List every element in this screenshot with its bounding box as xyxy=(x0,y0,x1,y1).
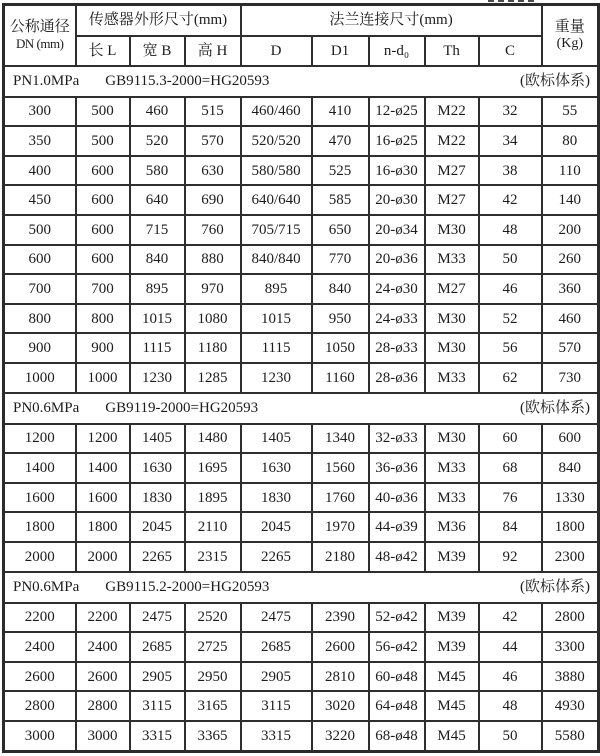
cell: M39 xyxy=(425,542,479,572)
cell: 2000 xyxy=(4,542,76,572)
column-header-3: 高 H xyxy=(185,36,241,66)
section-pressure-rating: PN1.0MPa xyxy=(13,73,80,89)
cell: 2600 xyxy=(4,662,76,692)
cell: 2200 xyxy=(76,603,130,633)
cell: 700 xyxy=(4,274,76,304)
cell: 92 xyxy=(479,542,542,572)
cell: 1015 xyxy=(130,304,185,334)
column-header-8: C xyxy=(479,36,542,66)
cell: M36 xyxy=(425,512,479,542)
cell: 570 xyxy=(185,126,241,156)
section-pressure-rating: PN0.6MPa xyxy=(13,579,80,596)
cell: 770 xyxy=(312,245,369,275)
table-row-dn-900 xyxy=(4,333,599,363)
cell: 2000 xyxy=(76,542,130,572)
cell: 1200 xyxy=(4,424,76,454)
table-row-dn-800 xyxy=(4,304,599,334)
cell: 3315 xyxy=(241,721,312,751)
cell: 64-ø48 xyxy=(369,691,425,721)
cell: 640/640 xyxy=(241,185,312,215)
header-weight-title: 重量 xyxy=(554,18,585,35)
header-sensor-dimensions-group: 传感器外形尺寸(mm) xyxy=(76,5,241,36)
header-weight xyxy=(542,5,599,66)
cell: 34 xyxy=(479,126,542,156)
cell: 16-ø25 xyxy=(369,126,425,156)
cell: 460 xyxy=(542,304,599,334)
table-row-dn-1400 xyxy=(4,453,599,483)
cell: 585 xyxy=(312,185,369,215)
cell: 2200 xyxy=(4,603,76,633)
section-header-cell xyxy=(4,393,599,424)
cell: 52 xyxy=(479,304,542,334)
cell: M39 xyxy=(425,603,479,633)
cell: 2400 xyxy=(4,632,76,662)
cell: 140 xyxy=(542,185,599,215)
table-row-dn-2000 xyxy=(4,542,599,572)
column-header-4: D xyxy=(241,36,312,66)
cell: 895 xyxy=(130,274,185,304)
cell: 48 xyxy=(479,215,542,245)
table-row-dn-500 xyxy=(4,215,599,245)
cell: 200 xyxy=(542,215,599,245)
cell: 2300 xyxy=(542,542,599,572)
cell: 1480 xyxy=(185,424,241,454)
column-header-7: Th xyxy=(425,36,479,66)
cell: 1050 xyxy=(312,333,369,363)
cell: 600 xyxy=(76,245,130,275)
cell: 840 xyxy=(542,453,599,483)
cell: 520 xyxy=(130,126,185,156)
section-header-row-2 xyxy=(4,393,599,424)
cell: 2600 xyxy=(76,662,130,692)
cell: 3365 xyxy=(185,721,241,751)
cell: 3115 xyxy=(241,691,312,721)
cell: 2045 xyxy=(241,512,312,542)
cell: 2475 xyxy=(241,603,312,633)
cell: M45 xyxy=(425,662,479,692)
cell: 60-ø48 xyxy=(369,662,425,692)
cell: 3165 xyxy=(185,691,241,721)
header-dn-title: 公称通径 xyxy=(9,19,70,36)
cell: 20-ø36 xyxy=(369,245,425,275)
cell: 1560 xyxy=(312,453,369,483)
cell: 840/840 xyxy=(241,245,312,275)
cell: 3115 xyxy=(130,691,185,721)
cell: M30 xyxy=(425,215,479,245)
table-row-dn-2200 xyxy=(4,603,599,633)
cell: 950 xyxy=(312,304,369,334)
section-pressure-rating: PN0.6MPa xyxy=(13,400,80,417)
cell: 1400 xyxy=(76,453,130,483)
cell: 1180 xyxy=(185,333,241,363)
cell: 56-ø42 xyxy=(369,632,425,662)
cell: 4930 xyxy=(542,691,599,721)
cell: 68 xyxy=(479,453,542,483)
cell: 1115 xyxy=(130,333,185,363)
section-standard-code: GB9115.3-2000=HG20593 xyxy=(105,73,270,89)
cell: 48 xyxy=(479,691,542,721)
cell: 1000 xyxy=(76,363,130,393)
cell: 1800 xyxy=(4,512,76,542)
cell: 600 xyxy=(76,215,130,245)
cell: 2180 xyxy=(312,542,369,572)
cell: 12-ø25 xyxy=(369,97,425,127)
cell: 800 xyxy=(76,304,130,334)
cell: 260 xyxy=(542,245,599,275)
cell: 3000 xyxy=(76,721,130,751)
cell: 1340 xyxy=(312,424,369,454)
cell: 1970 xyxy=(312,512,369,542)
cell: 970 xyxy=(185,274,241,304)
cell: 2800 xyxy=(542,603,599,633)
table-row-dn-400 xyxy=(4,156,599,186)
cell: 2950 xyxy=(185,662,241,692)
cell: 48-ø42 xyxy=(369,542,425,572)
section-standard-code: GB9119-2000=HG20593 xyxy=(105,400,259,417)
cell: 580 xyxy=(130,156,185,186)
cell: 110 xyxy=(542,156,599,186)
cell: 3300 xyxy=(542,632,599,662)
cell: M30 xyxy=(425,424,479,454)
section-header-row-3 xyxy=(4,572,599,603)
cell: M27 xyxy=(425,274,479,304)
cell: 460/460 xyxy=(241,97,312,127)
cell: 1230 xyxy=(130,363,185,393)
cell: 1895 xyxy=(185,483,241,513)
cell: M45 xyxy=(425,721,479,751)
cell: M33 xyxy=(425,453,479,483)
cell: 470 xyxy=(312,126,369,156)
cell: 650 xyxy=(312,215,369,245)
cell: 46 xyxy=(479,274,542,304)
cell: M22 xyxy=(425,126,479,156)
section-header-row-1 xyxy=(4,66,599,97)
cell: 1800 xyxy=(76,512,130,542)
table-row-dn-3000 xyxy=(4,721,599,751)
scan-artifact xyxy=(488,0,534,2)
cell: 2265 xyxy=(130,542,185,572)
cell: 1080 xyxy=(185,304,241,334)
cell: 1115 xyxy=(241,333,312,363)
cell: 52-ø42 xyxy=(369,603,425,633)
cell: 20-ø30 xyxy=(369,185,425,215)
cell: 1630 xyxy=(241,453,312,483)
table-row-dn-2600 xyxy=(4,662,599,692)
header-flange-connection-group: 法兰连接尺寸(mm) xyxy=(241,5,542,36)
header-nominal-diameter xyxy=(4,5,76,66)
cell: 360 xyxy=(542,274,599,304)
cell: 450 xyxy=(4,185,76,215)
cell: 2475 xyxy=(130,603,185,633)
cell: 600 xyxy=(76,185,130,215)
cell: 16-ø30 xyxy=(369,156,425,186)
section-system-note: (欧标体系) xyxy=(520,579,591,596)
cell: 2520 xyxy=(185,603,241,633)
column-header-1: 长 L xyxy=(76,36,130,66)
cell: 5580 xyxy=(542,721,599,751)
cell: 84 xyxy=(479,512,542,542)
cell: 570 xyxy=(542,333,599,363)
cell: 1405 xyxy=(241,424,312,454)
cell: 500 xyxy=(4,215,76,245)
cell: 1160 xyxy=(312,363,369,393)
header-dn-unit: DN (mm) xyxy=(16,36,64,52)
cell: 715 xyxy=(130,215,185,245)
cell: M22 xyxy=(425,97,479,127)
cell: 2045 xyxy=(130,512,185,542)
cell: 580/580 xyxy=(241,156,312,186)
cell: 24-ø33 xyxy=(369,304,425,334)
cell: 705/715 xyxy=(241,215,312,245)
table-row-dn-350 xyxy=(4,126,599,156)
cell: 2265 xyxy=(241,542,312,572)
section-header-cell xyxy=(4,66,599,97)
cell: 640 xyxy=(130,185,185,215)
table-row-dn-600 xyxy=(4,245,599,275)
cell: 3020 xyxy=(312,691,369,721)
cell: 600 xyxy=(4,245,76,275)
cell: 2725 xyxy=(185,632,241,662)
cell: 24-ø30 xyxy=(369,274,425,304)
cell: 2905 xyxy=(130,662,185,692)
cell: 60 xyxy=(479,424,542,454)
cell: 690 xyxy=(185,185,241,215)
cell: 2800 xyxy=(76,691,130,721)
cell: 2315 xyxy=(185,542,241,572)
cell: 32 xyxy=(479,97,542,127)
cell: 1400 xyxy=(4,453,76,483)
cell: 700 xyxy=(76,274,130,304)
cell: 40-ø36 xyxy=(369,483,425,513)
cell: 840 xyxy=(312,274,369,304)
table-row-dn-2400 xyxy=(4,632,599,662)
cell: 76 xyxy=(479,483,542,513)
cell: M33 xyxy=(425,245,479,275)
cell: 2390 xyxy=(312,603,369,633)
cell: 500 xyxy=(76,126,130,156)
cell: 32-ø33 xyxy=(369,424,425,454)
column-header-6: n-d₀ xyxy=(369,36,425,66)
cell: 28-ø36 xyxy=(369,363,425,393)
cell: 42 xyxy=(479,185,542,215)
cell: M30 xyxy=(425,333,479,363)
cell: 1330 xyxy=(542,483,599,513)
cell: 1600 xyxy=(76,483,130,513)
cell: 28-ø33 xyxy=(369,333,425,363)
cell: 1830 xyxy=(241,483,312,513)
cell: 1015 xyxy=(241,304,312,334)
cell: M33 xyxy=(425,483,479,513)
cell: 400 xyxy=(4,156,76,186)
cell: 800 xyxy=(4,304,76,334)
cell: 3315 xyxy=(130,721,185,751)
cell: 2685 xyxy=(130,632,185,662)
cell: 20-ø34 xyxy=(369,215,425,245)
section-system-note: (欧标体系) xyxy=(520,400,591,417)
cell: 520/520 xyxy=(241,126,312,156)
cell: 300 xyxy=(4,97,76,127)
table-row-dn-700 xyxy=(4,274,599,304)
column-header-2: 宽 B xyxy=(130,36,185,66)
section-system-note: (欧标体系) xyxy=(520,73,591,89)
cell: 44-ø39 xyxy=(369,512,425,542)
cell: 410 xyxy=(312,97,369,127)
cell: 3220 xyxy=(312,721,369,751)
cell: 1405 xyxy=(130,424,185,454)
cell: 2905 xyxy=(241,662,312,692)
cell: 525 xyxy=(312,156,369,186)
cell: 880 xyxy=(185,245,241,275)
cell: 50 xyxy=(479,245,542,275)
cell: 900 xyxy=(4,333,76,363)
cell: 2810 xyxy=(312,662,369,692)
cell: 2400 xyxy=(76,632,130,662)
cell: 42 xyxy=(479,603,542,633)
cell: 1600 xyxy=(4,483,76,513)
cell: 600 xyxy=(542,424,599,454)
cell: 1695 xyxy=(185,453,241,483)
cell: M33 xyxy=(425,363,479,393)
cell: 1800 xyxy=(542,512,599,542)
cell: 895 xyxy=(241,274,312,304)
column-header-5: D1 xyxy=(312,36,369,66)
cell: 3880 xyxy=(542,662,599,692)
table-row-dn-1600 xyxy=(4,483,599,513)
cell: 460 xyxy=(130,97,185,127)
cell: 62 xyxy=(479,363,542,393)
table-row-dn-300 xyxy=(4,97,599,127)
table-row-dn-1200 xyxy=(4,424,599,454)
cell: 900 xyxy=(76,333,130,363)
section-header-cell xyxy=(4,572,599,603)
cell: 50 xyxy=(479,721,542,751)
cell: 630 xyxy=(185,156,241,186)
table-row-dn-2800 xyxy=(4,691,599,721)
cell: 1630 xyxy=(130,453,185,483)
section-standard-code: GB9115.2-2000=HG20593 xyxy=(105,579,270,596)
cell: 600 xyxy=(76,156,130,186)
table-header xyxy=(4,5,599,66)
flowmeter-dimension-table xyxy=(2,3,600,753)
cell: 840 xyxy=(130,245,185,275)
cell: 3000 xyxy=(4,721,76,751)
cell: M27 xyxy=(425,156,479,186)
cell: M45 xyxy=(425,691,479,721)
cell: 1285 xyxy=(185,363,241,393)
cell: 68-ø48 xyxy=(369,721,425,751)
table-row-dn-1800 xyxy=(4,512,599,542)
header-weight-unit: (Kg) xyxy=(556,35,584,51)
cell: M39 xyxy=(425,632,479,662)
cell: 56 xyxy=(479,333,542,363)
cell: 760 xyxy=(185,215,241,245)
cell: 1200 xyxy=(76,424,130,454)
cell: 1230 xyxy=(241,363,312,393)
cell: 36-ø36 xyxy=(369,453,425,483)
cell: 38 xyxy=(479,156,542,186)
cell: 2600 xyxy=(312,632,369,662)
cell: 80 xyxy=(542,126,599,156)
cell: 44 xyxy=(479,632,542,662)
cell: 46 xyxy=(479,662,542,692)
cell: M27 xyxy=(425,185,479,215)
cell: 1000 xyxy=(4,363,76,393)
cell: M30 xyxy=(425,304,479,334)
table-row-dn-1000 xyxy=(4,363,599,393)
cell: 515 xyxy=(185,97,241,127)
cell: 350 xyxy=(4,126,76,156)
cell: 1760 xyxy=(312,483,369,513)
cell: 55 xyxy=(542,97,599,127)
cell: 2110 xyxy=(185,512,241,542)
cell: 1830 xyxy=(130,483,185,513)
table-row-dn-450 xyxy=(4,185,599,215)
cell: 2685 xyxy=(241,632,312,662)
cell: 2800 xyxy=(4,691,76,721)
cell: 500 xyxy=(76,97,130,127)
cell: 730 xyxy=(542,363,599,393)
